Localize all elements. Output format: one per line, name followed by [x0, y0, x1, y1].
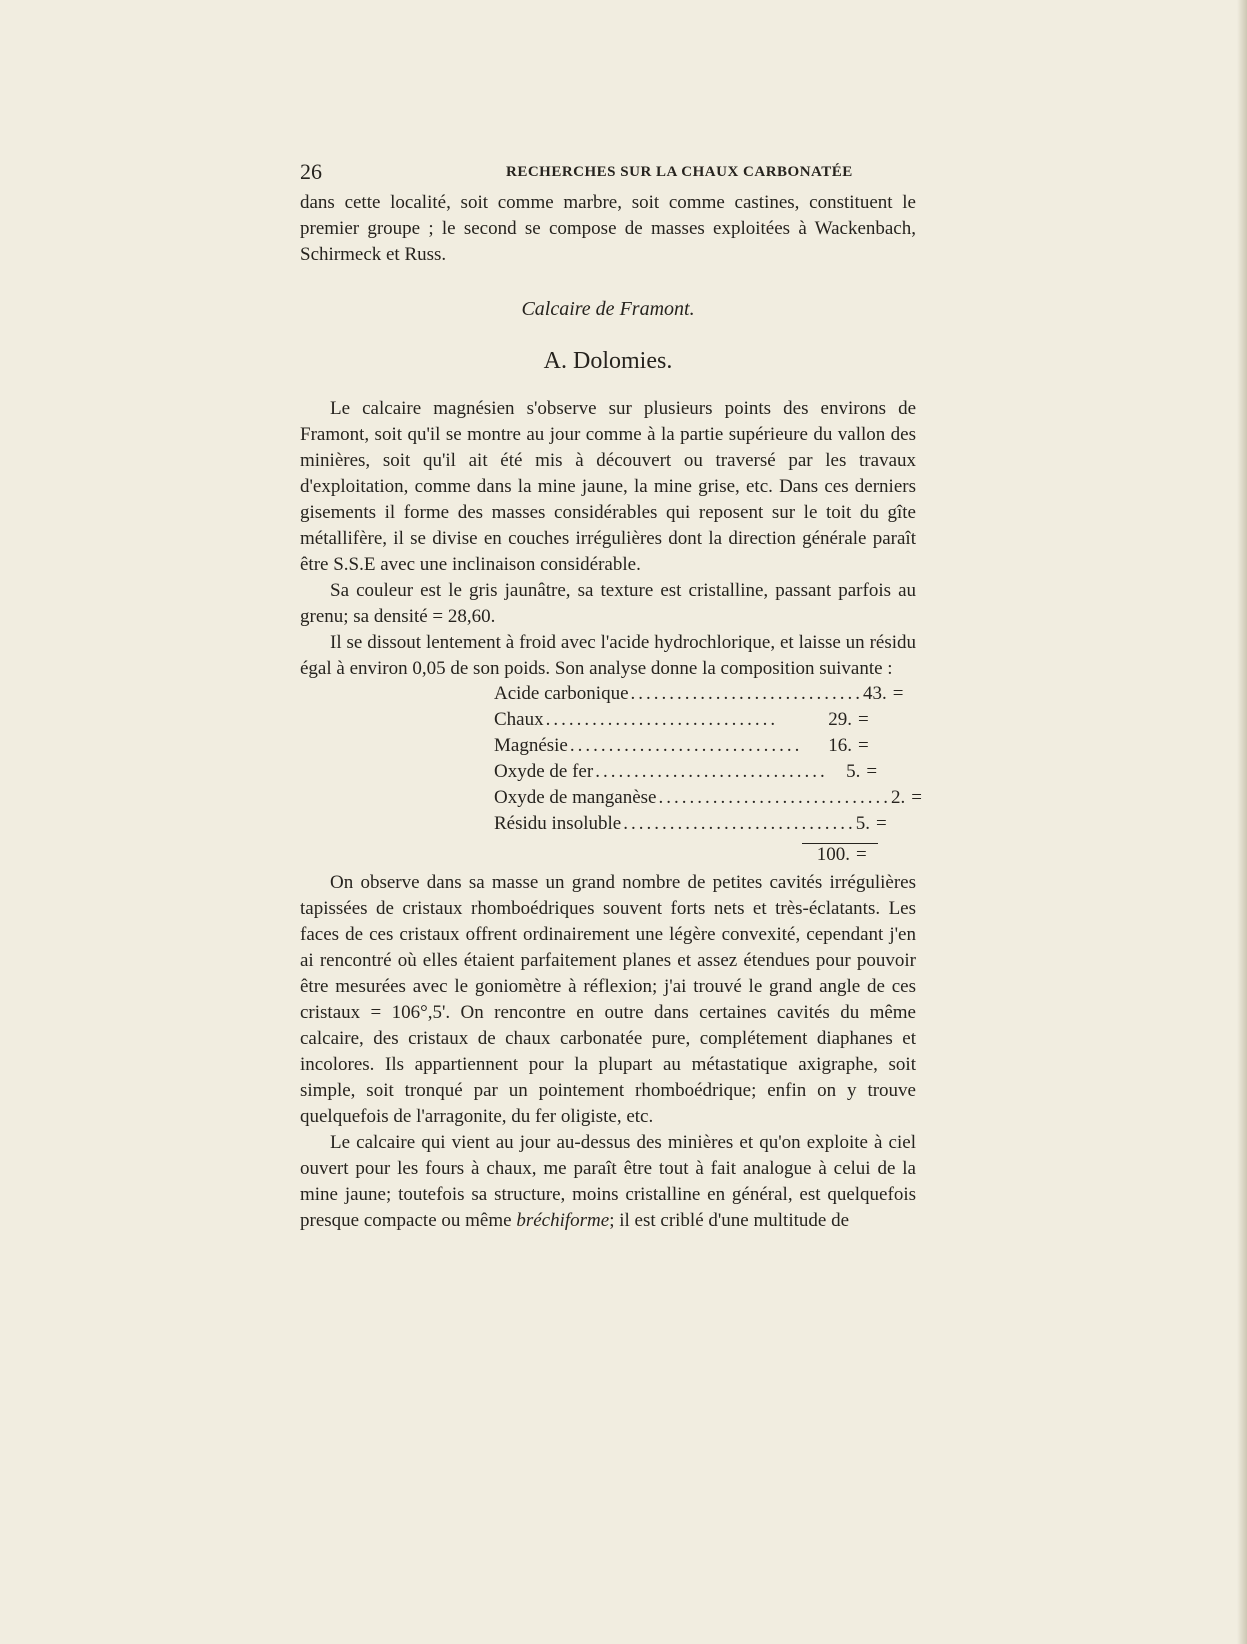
component-name: Oxyde de manganèse [494, 787, 657, 808]
component-fraction: = [858, 735, 869, 756]
leader-dots: .............................. [658, 787, 891, 808]
analysis-row [494, 787, 922, 813]
page-number: 26 [300, 159, 322, 184]
paragraph-continued: dans cette localité, soit comme marbre, soit comme castines, constituent le premier groupe ; le second se compose de masses exploitées à Wackenbach, Schirmeck et Russ. [300, 192, 916, 265]
component-value: 2. [891, 787, 906, 808]
binding-shadow [1237, 0, 1247, 1644]
component-name: Résidu insoluble [494, 813, 622, 834]
component-fraction: = [858, 709, 869, 730]
component-value: 29. [828, 709, 852, 730]
total-value: 100. [816, 844, 850, 865]
leader-dots: .............................. [623, 813, 856, 834]
component-fraction: = [911, 787, 922, 808]
component-value: 5. [855, 813, 870, 834]
component-fraction: = [866, 761, 878, 782]
analysis-total-row [494, 844, 884, 870]
component-fraction: = [892, 683, 904, 704]
paragraph-text: Le calcaire qui vient au jour au-dessus des minières et qu'on exploite à ciel ouvert pour les fours à chaux, me paraît être tout à fait analogue à celui de la mine jaune; toutefois sa structure, moins cristalline en général, est quelquefois presque compacte ou même [300, 1132, 916, 1231]
analysis-row [494, 761, 884, 787]
emphasized-term: bréchiforme [516, 1210, 610, 1231]
analysis-row [494, 683, 904, 709]
running-head: RECHERCHES SUR LA CHAUX CARBONATÉE [506, 164, 853, 180]
analysis-table [494, 683, 922, 870]
component-fraction: = [875, 813, 887, 834]
component-name: Oxyde de fer [494, 761, 594, 782]
component-name: Acide carbonique [494, 683, 629, 704]
paragraph: Le calcaire magnésien s'observe sur plusieurs points des environs de Framont, soit qu'il se montre au jour comme à la partie supérieure du vallon des minières, soit qu'il ait été mis à découvert ou traversé par les travaux d'exploitation, comme dans la mine jaune, la mine grise, etc. Dans ces derniers gisements il forme des masses considérables qui reposent sur le toit du gîte métallifère, il se divise en couches irrégulières dont la direction générale paraît être S.S.E avec une inclinaison considérable. [300, 398, 916, 575]
component-name: Magnésie [494, 735, 568, 756]
page-body [300, 190, 922, 1234]
leader-dots: .............................. [545, 709, 779, 730]
page-header [300, 159, 920, 189]
leader-dots: .............................. [569, 735, 803, 756]
analysis-row [494, 709, 884, 735]
paragraph-last [300, 1130, 916, 1234]
component-value: 43. [863, 683, 887, 704]
analysis-row [494, 735, 884, 761]
total-fraction: = [856, 844, 867, 865]
paragraph: Il se dissout lentement à froid avec l'acide hydrochlorique, et laisse un résidu égal à environ 0,05 de son poids. Son analyse donne la composition suivante : [300, 632, 916, 679]
subheading: Calcaire de Framont. [521, 298, 695, 320]
leader-dots: .............................. [630, 683, 864, 704]
section-title: A. Dolomies. [543, 348, 673, 374]
component-value: 16. [828, 735, 852, 756]
analysis-row [494, 813, 887, 839]
component-name: Chaux [494, 709, 544, 730]
paragraph: On observe dans sa masse un grand nombre de petites cavités irrégulières tapissées de cristaux rhomboédriques souvent forts nets et très-éclatants. Les faces de ces cristaux offrent ordinairement une légère convexité, cependant j'en ai rencontré où elles étaient parfaitement planes et assez étendues pour pouvoir être mesurées avec le goniomètre à réflexion; j'ai trouvé le grand angle de ces cristaux = 106°,5'. On rencontre en outre dans certaines cavités du même calcaire, des cristaux de chaux carbonatée pure, complétement diaphanes et incolores. Ils appartiennent pour la plupart au métastatique axigraphe, soit simple, soit tronqué par un pointement rhomboédrique; enfin on y trouve quelquefois de l'arragonite, du fer oligiste, etc. [300, 872, 916, 1127]
paragraph: Sa couleur est le gris jaunâtre, sa texture est cristalline, passant parfois au grenu; sa densité = 28,60. [300, 580, 916, 627]
paragraph-text: ; il est criblé d'une multitude de [609, 1210, 849, 1231]
component-value: 5. [846, 761, 861, 782]
leader-dots: .............................. [595, 761, 828, 782]
